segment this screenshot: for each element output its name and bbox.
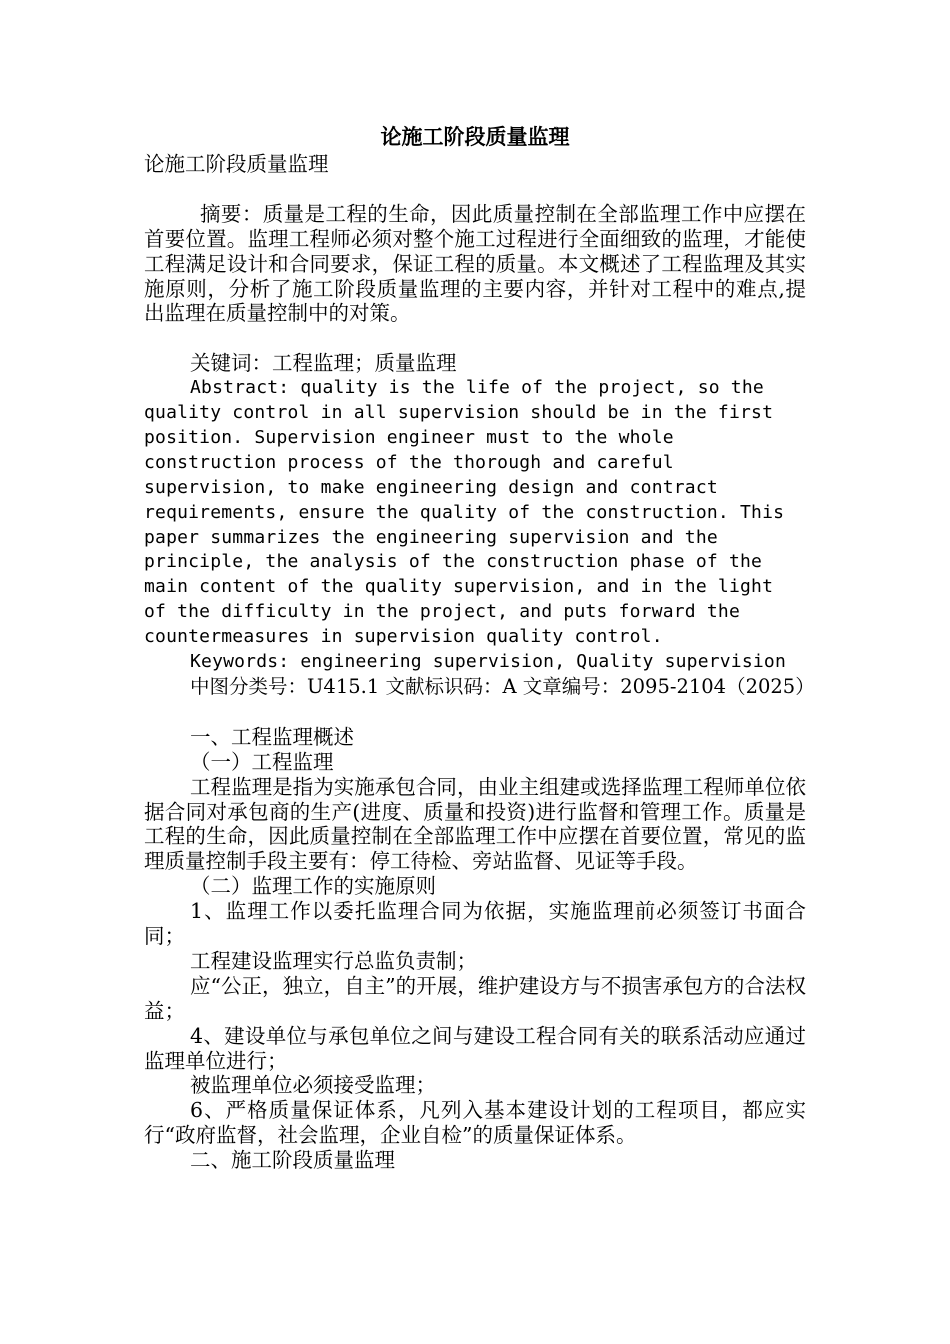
document-title: 论施工阶段质量监理 xyxy=(380,124,570,149)
subsection-heading: （二）监理工作的实施原则 xyxy=(190,874,436,899)
section-heading: 二、施工阶段质量监理 xyxy=(190,1148,395,1173)
abstract-chinese: 摘要：质量是工程的生命，因此质量控制在全部监理工作中应摆在首要位置。监理工程师必须对整个施工过程进行全面细致的监理，才能使工程满足设计和合同要求，保证工程的质量。本文概述了工程监理及其实施原则，分析了施工阶段质量监理的主要内容，并针对工程中的难点,提出监理在质量控制中的对策。 xyxy=(144,201,806,326)
section-heading: 一、工程监理概述 xyxy=(190,724,354,749)
keywords-chinese: 关键词：工程监理；质量监理 xyxy=(190,351,457,376)
principle-item: 应“公正，独立，自主”的开展，维护建设方与不损害承包方的合法权益； xyxy=(144,973,806,1023)
principle-item: 1、监理工作以委托监理合同为依据，实施监理前必须签订书面合同； xyxy=(144,899,806,949)
principle-item: 6、严格质量保证体系，凡列入基本建设计划的工程项目，都应实行“政府监督，社会监理，企业自检”的质量保证体系。 xyxy=(144,1098,806,1148)
document-subtitle: 论施工阶段质量监理 xyxy=(144,152,329,176)
principle-item: 被监理单位必须接受监理； xyxy=(190,1073,436,1098)
abstract-english: Abstract: quality is the life of the project, so the quality control in all supervision should be in the first position. Supervision engineer must to the whole construction process of the thorough and careful supervision, to make engineering design and contract requirements, ensure the quality of the construction. This paper summarizes the engineering supervision and the principle, the analysis of the construction phase of the main content of the quality supervision, and in the light of the difficulty in the project, and puts forward the countermeasures in supervision quality control. xyxy=(144,377,785,648)
subsection-heading: （一）工程监理 xyxy=(190,749,334,774)
document-page xyxy=(144,122,815,1173)
principle-item: 工程建设监理实行总监负责制； xyxy=(190,948,477,973)
spacer xyxy=(144,700,806,725)
keywords-english: Keywords: engineering supervision, Quality supervision xyxy=(190,651,786,673)
spacer xyxy=(144,177,806,202)
paragraph: 工程监理是指为实施承包合同，由业主组建或选择监理工程师单位依据合同对承包商的生产(进度、质量和投资)进行监督和管理工作。质量是工程的生命，因此质量控制在全部监理工作中应摆在首要位置，常见的监理质量控制手段主要有：停工待检、旁站监督、见证等手段。 xyxy=(144,774,806,874)
spacer xyxy=(144,326,806,351)
classification-info: 中图分类号：U415.1 文献标识码：A 文章编号：2095-2104（2025） xyxy=(190,675,815,698)
principle-item: 4、建设单位与承包单位之间与建设工程合同有关的联系活动应通过监理单位进行； xyxy=(144,1023,806,1073)
